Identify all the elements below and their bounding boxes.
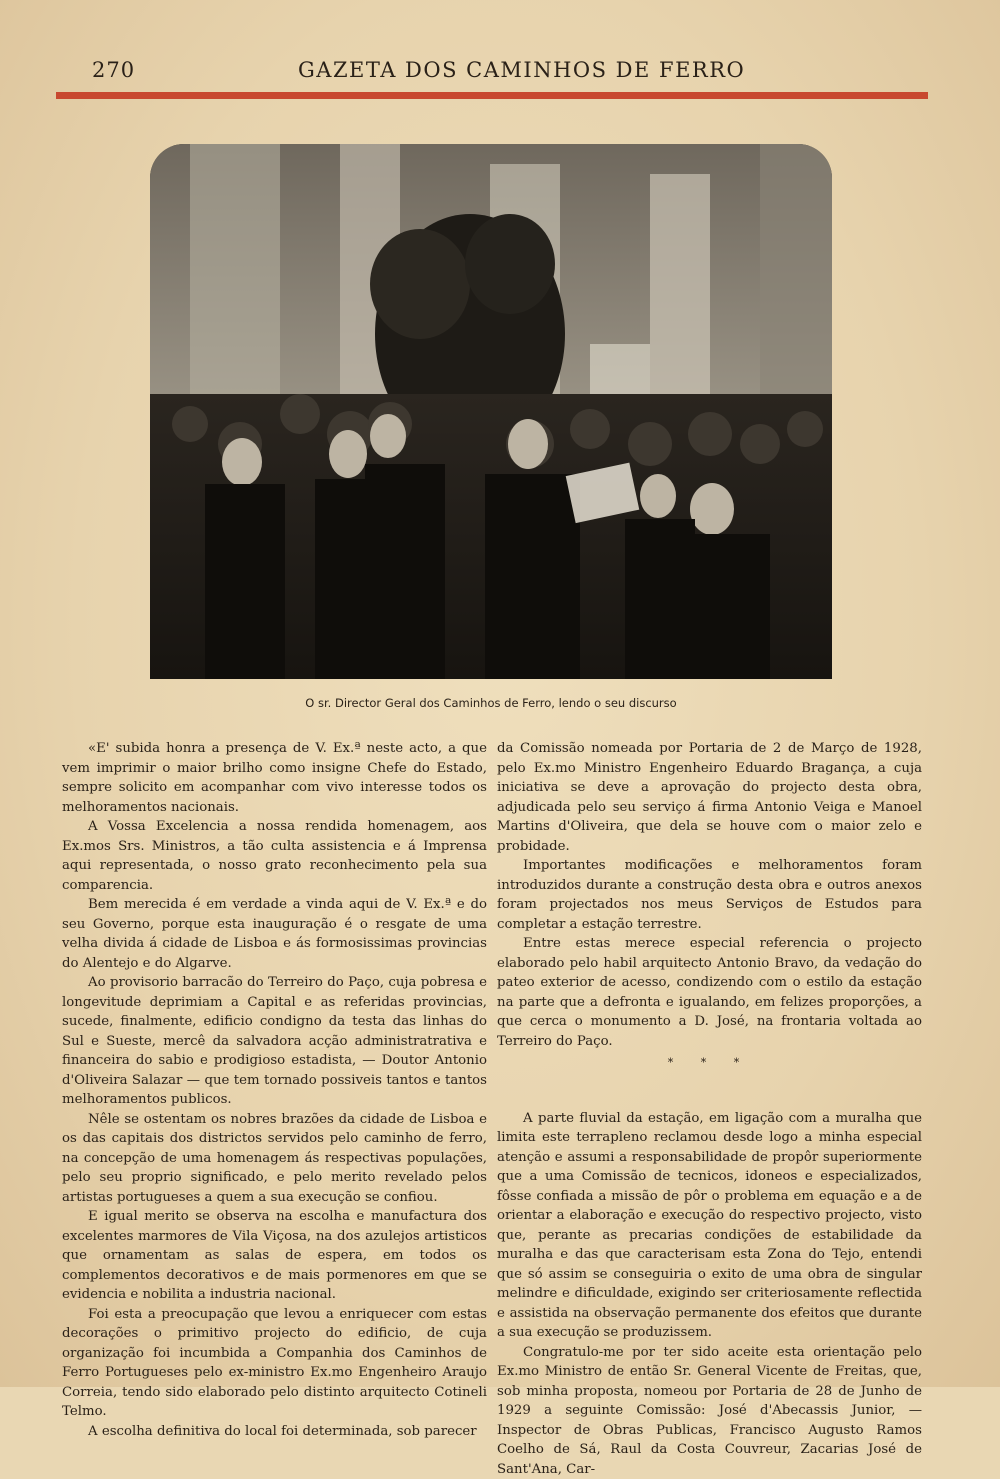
paragraph: Ao provisorio barracão do Terreiro do Paço, cuja pobresa e longevitude deprimiam a Capital e as referidas provincias, sucede, finalmente, edificio condigno da testa das linhas do Sul e Sueste, mercê da salvadora acção administratrativa e financeira do sabio e prodigioso estadista, — Doutor Antonio d'Oliveira Salazar — que tem tornado possiveis tantos e tantos melhoramentos publicos. [62,973,487,1110]
paragraph: «E' subida honra a presença de V. Ex.ª neste acto, a que vem imprimir o maior brilho como insigne Chefe do Estado, sempre solicito em acompanhar com vivo interesse todos os melhoramentos nacionais. [62,739,487,817]
paragraph: Nêle se ostentam os nobres brazões da cidade de Lisboa e os das capitais dos districtos servidos pelo caminho de ferro, na concepção de uma homenagem ás respectivas populações, pelo seu proprio significado, e pelo merito revelado pelos artistas portugueses a quem a sua execução se confiou. [62,1110,487,1208]
photo-caption: O sr. Director Geral dos Caminhos de Ferro, lendo o seu discurso [150,696,832,710]
paragraph: A Vossa Excelencia a nossa rendida homenagem, aos Ex.mos Srs. Ministros, a tão culta assistencia e á Imprensa aqui representada, o nosso grato reconhecimento pela sua comparencia. [62,817,487,895]
paragraph: A parte fluvial da estação, em ligação com a muralha que limita este terrapleno reclamou desde logo a minha especial atenção e assumi a responsabilidade de propôr superiormente que a uma Comissão de tecnicos, idoneos e especializados, fôsse confiada a missão de pôr o problema em equação e a de orientar a elaboração e execução do respectivo projecto, visto que, perante as precarias condições de estabilidade da muralha e das que caracterisam esta Zona do Tejo, entendi que só assim se conseguiria o exito de uma obra de singular melindre e dificuldade, exigindo ser criteriosamente reflectida e assistida na observação permanente dos efeitos que durante a sua execução se produzissem. [497,1109,922,1343]
page-number: 270 [92,58,135,82]
paragraph: Bem merecida é em verdade a vinda aqui de V. Ex.ª e do seu Governo, porque esta inauguração é o resgate de uma velha divida á cidade de Lisboa e ás formosissimas provincias do Alentejo e do Algarve. [62,895,487,973]
paragraph: Entre estas merece especial referencia o projecto elaborado pelo habil arquitecto Antonio Bravo, da vedação do pateo exterior de acesso, condizendo com o estilo da estação na parte que a defronta e igualando, em felizes proporções, a que cerca o monumento a D. José, na frontaria voltada ao Terreiro do Paço. [497,934,922,1051]
header-rule [56,92,928,99]
section-separator: * * * [497,1053,922,1073]
photograph-illustration [150,144,832,679]
paragraph: da Comissão nomeada por Portaria de 2 de Março de 1928, pelo Ex.mo Ministro Engenheiro Eduardo Bragança, a cuja iniciativa se deve a aprovação do projecto desta obra, adjudicada pelo seu serviço á firma Antonio Veiga e Manoel Martins d'Oliveira, que dela se houve com o maior zelo e probidade. [497,739,922,856]
paragraph: Importantes modificações e melhoramentos foram introduzidos durante a construção desta obra e outros anexos foram projectados nos meus Serviços de Estudos para completar a estação terrestre. [497,856,922,934]
paragraph: Congratulo-me por ter sido aceite esta orientação pelo Ex.mo Ministro de então Sr. General Vicente de Freitas, que, sob minha proposta, nomeou por Portaria de 28 de Junho de 1929 a seguinte Comissão: José d'Abecassis Junior, — Inspector de Obras Publicas, Francisco Augusto Ramos Coelho de Sá, Raul da Costa Couvreur, Zacarias José de Sant'Ana, Car- [497,1343,922,1479]
paragraph: Foi esta a preocupação que levou a enriquecer com estas decorações o primitivo projecto do edificio, de cuja organização foi incumbida a Companhia dos Caminhos de Ferro Portugueses pelo ex-ministro Ex.mo Engenheiro Araujo Correia, tendo sido elaborado pelo distinto arquitecto Cotineli Telmo. [62,1305,487,1422]
paragraph: A escolha definitiva do local foi determinada, sob parecer [62,1422,487,1442]
journal-title: GAZETA DOS CAMINHOS DE FERRO [298,58,745,82]
left-column [62,739,487,1441]
paragraph: E igual merito se observa na escolha e manufactura dos excelentes marmores de Vila Viçosa, na dos azulejos artisticos que ornamentam as salas de espera, em todos os complementos decorativos e de mais pormenores em que se evidencia e nobilita a industria nacional. [62,1207,487,1305]
right-column [497,739,922,1479]
ceremony-photograph [150,144,832,679]
